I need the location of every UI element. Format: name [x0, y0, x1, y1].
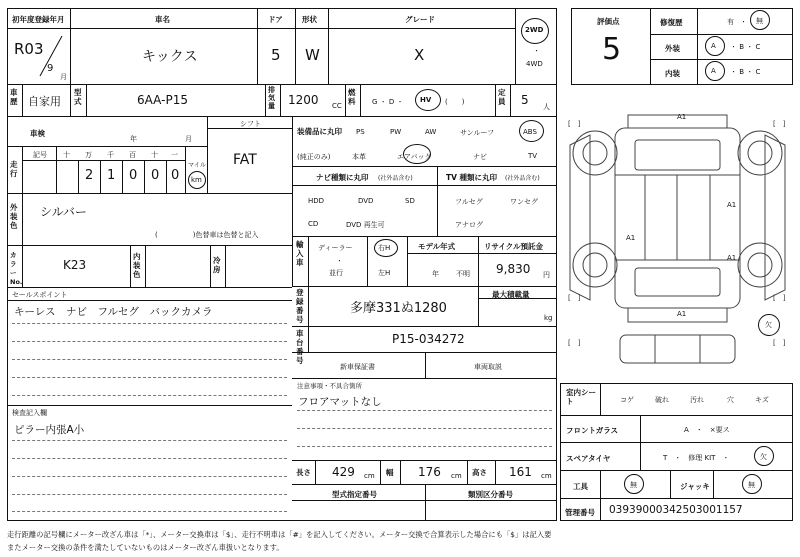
glass-options: A ・ ×要ス [684, 426, 730, 434]
navi-cd: CD [308, 220, 319, 228]
inspector-notes: ピラー内張A小 [14, 424, 85, 436]
manual-label: 車両取説 [474, 363, 502, 371]
mile-label: マイル [188, 162, 206, 169]
width-label: 幅 [386, 468, 394, 477]
spare-options: T ・ 修理 KIT ・ [663, 454, 730, 462]
grade-label: グレード [405, 15, 435, 24]
damage-mark-left: A1 [626, 234, 636, 242]
chassis-label: 車台番号 [296, 329, 304, 365]
missing-mark: 欠 [765, 321, 772, 329]
navi-label: ナビ種類に丸印 [316, 173, 369, 182]
tools-value: 無 [630, 481, 637, 489]
length-unit: cm [364, 472, 375, 480]
odo-digit-2: 1 [107, 168, 116, 183]
registration-number: 多摩331ぬ1280 [350, 301, 447, 316]
tv-analog: アナログ [455, 221, 483, 229]
odometer-symbol-label: 記号 [33, 151, 47, 159]
fuel-selected: HV [420, 96, 432, 104]
inspection-label: 車検 [30, 129, 45, 138]
odo-unit-1: 万 [85, 151, 92, 159]
cc-unit: CC [332, 102, 342, 110]
exterior-color: シルバー [40, 205, 87, 219]
interior-label: 内装 [665, 69, 680, 78]
color-no-label: カラーNo. [10, 251, 23, 286]
kg-unit: kg [544, 314, 553, 322]
warranty-label: 新車保証書 [340, 363, 375, 371]
exterior-label: 外装 [665, 44, 680, 53]
left-h: 左H [378, 269, 391, 277]
management-number: 03939000342503001157 [609, 504, 743, 516]
svg-text:[ ]: [ ] [773, 294, 786, 302]
model-code: 6AA-P15 [137, 93, 188, 107]
drive-4wd: 4WD [526, 60, 543, 68]
model-label: 型式 [74, 88, 82, 106]
fuel-options: G ・ D ・ [372, 98, 404, 106]
notes-label: 注意事項・不具合箇所 [297, 382, 362, 390]
navi-hdd: HDD [308, 197, 325, 205]
door-label: ドア [268, 15, 283, 24]
category-label: 類別区分番号 [468, 490, 513, 499]
auction-inspection-sheet: 初年度登録年月 R03 9 月 車名 キックス ドア 5 形状 W グレード X 2WD ・ 4WD 車歴 自家用 型式 6AA-P15 排気量 1200 CC 燃料 G ・ D ・ HV ( ) 定員 5 人 車検 年 月 シフト FAT 走行 記号 十 万 千 百 十 一 2 1 0 0 0 マイル km 装備品に丸印 (純正のみ) PS PW AW サンルーフ ABS 本革 エアバック ナビ TV ナビ種類に丸印 (社外品含む) TV 種類に丸印 (社外品含む) HDD DVD SD CD DVD 再生可 フルセグ ワンセグ アナログ 外装色 シルバー ( )色替車は色替と記入 カラーNo. K23 内装色 冷房 輸入車 ディーラー ・ 並行 右H 左H モデル年式 年 不明 リサイクル預託金 9,830 円 セールスポイント キーレス ナビ フルセグ バックカメラ 登録番号 多摩331ぬ1280 最大積載量 kg 車台番号 P15-034272 新車保証書 車両取説 注意事項・不具合箇所 フロアマットなし 検査記入欄 ピラー内張A小 長さ 429 cm 幅 176 cm 高さ 161 cm 型式指定番号 類別区分番号 評価点 5 修復歴 有 ・ 無 外装 A ・ B ・ C 内装 A ・ B ・ C [ ] [ ] [ ] [ ] [ ] [ ] A1 A1 A1 A1 A1 欠 室内シート コゲ 破れ 汚れ 穴 キズ フロントガラス A ・ ×要ス スペアタイヤ T ・ 修理 KIT ・ 欠 工具 無 ジャッキ 無 管理番号 03939000342503001157 走行距離の記号欄にメーター改ざん車は「*」、メーター交換車は「$」、走行不明車は「#」を記入してください。メーター交換で合算表示した場合にも「$」は記入要 またメーター交換の条件を満たしていないものはメーター改ざん車扱いとなります。 [0, 0, 800, 557]
equip-pw: PW [390, 128, 402, 136]
km-label: km [191, 176, 202, 184]
yen-unit: 円 [543, 271, 550, 279]
height-label: 高さ [472, 468, 487, 477]
seat-label: 室内シート [566, 388, 596, 406]
car-name-label: 車名 [155, 15, 170, 24]
damage-mark-rear: A1 [677, 310, 687, 318]
reg-month: 9 [47, 63, 54, 74]
car-name: キックス [142, 49, 198, 65]
displacement-label: 排気量 [268, 86, 275, 110]
grade-value: X [414, 46, 425, 64]
score-label: 評価点 [597, 17, 620, 26]
shape-label: 形状 [302, 15, 317, 24]
recycle-fee: 9,830 [496, 262, 531, 276]
equip-sunroof: サンルーフ [460, 129, 495, 137]
length-value: 429 [332, 465, 355, 479]
odo-unit-3: 百 [129, 151, 136, 159]
seat-tear: 破れ [655, 396, 669, 404]
tools-label: 工具 [573, 482, 588, 491]
capacity: 5 [521, 93, 529, 107]
odo-unit-0: 十 [63, 151, 70, 159]
sales-point: キーレス ナビ フルセグ バックカメラ [14, 306, 213, 318]
evaluation-score: 5 [602, 32, 622, 67]
damage-mark-front: A1 [677, 113, 687, 121]
recycle-label: リサイクル預託金 [484, 242, 543, 251]
import-parallel: 並行 [329, 269, 343, 277]
seat-burn: コゲ [620, 396, 634, 404]
navi-dvd-play: DVD 再生可 [346, 221, 385, 229]
repair-label: 修復歴 [660, 18, 683, 27]
jack-value: 無 [748, 481, 755, 489]
odo-unit-5: 一 [171, 151, 178, 159]
drive-2wd: 2WD [525, 26, 544, 34]
odometer-label: 走行 [10, 160, 18, 178]
odo-digit-3: 0 [129, 168, 138, 183]
width-unit: cm [451, 472, 462, 480]
max-load-label: 最大積載量 [492, 290, 530, 299]
equipment-label: 装備品に丸印 [297, 127, 342, 136]
exterior-grade: A [711, 42, 716, 50]
car-damage-diagram [560, 100, 795, 375]
odo-digit-5: 0 [171, 168, 180, 183]
equip-aw: AW [425, 128, 437, 136]
damage-mark-rear-side: A1 [727, 254, 737, 262]
right-h: 右H [378, 244, 391, 252]
month-unit: 月 [60, 73, 67, 81]
tv-oneseg: ワンセグ [510, 198, 538, 206]
equip-navi: ナビ [473, 153, 487, 161]
odo-unit-2: 千 [107, 151, 114, 159]
notes-value: フロアマットなし [298, 396, 382, 408]
svg-text:[ ]: [ ] [568, 120, 581, 128]
era-year: R03 [14, 40, 44, 58]
navi-sd: SD [405, 197, 415, 205]
interior-color-label: 内装色 [133, 252, 141, 279]
model-year-label: モデル年式 [418, 242, 456, 251]
capacity-unit: 人 [543, 103, 550, 111]
jack-label: ジャッキ [680, 482, 710, 491]
odo-unit-4: 十 [151, 151, 158, 159]
color-label: 外装色 [10, 203, 18, 230]
width-value: 176 [418, 465, 441, 479]
length-label: 長さ [296, 468, 311, 477]
svg-text:[ ]: [ ] [568, 339, 581, 347]
equip-abs: ABS [523, 128, 537, 136]
equip-leather: 本革 [352, 153, 366, 161]
svg-text:[ ]: [ ] [568, 294, 581, 302]
damage-mark-right: A1 [727, 201, 737, 209]
management-label: 管理番号 [565, 508, 595, 517]
color-note: ( )色替車は色替と記入 [155, 231, 259, 239]
sales-point-label: セールスポイント [12, 291, 68, 299]
repair-yes: 有 [727, 18, 734, 26]
spare-label: スペアタイヤ [566, 454, 611, 463]
equip-ps: PS [356, 128, 365, 136]
svg-text:[ ]: [ ] [773, 120, 786, 128]
height-unit: cm [541, 472, 552, 480]
import-label: 輸入車 [296, 240, 304, 267]
shift-value: FAT [233, 152, 257, 168]
navi-dvd: DVD [358, 197, 374, 205]
inspection-month-unit: 月 [185, 135, 192, 143]
interior-grade: A [711, 67, 716, 75]
ac-label: 冷房 [213, 256, 221, 274]
tv-fullseg: フルセグ [455, 198, 483, 206]
import-dealer: ディーラー [318, 244, 353, 252]
displacement: 1200 [288, 93, 319, 107]
spare-selected: 欠 [760, 453, 767, 461]
fuel-label: 燃料 [348, 88, 356, 106]
door-count: 5 [271, 46, 281, 64]
shift-label: シフト [240, 120, 261, 128]
seat-stain: 汚れ [690, 396, 704, 404]
use-label: 車歴 [10, 88, 18, 106]
footer-note-1: 走行距離の記号欄にメーター改ざん車は「*」、メーター交換車は「$」、走行不明車は「#」を記入してください。メーター交換で合算表示した場合にも「$」は記入要 [7, 530, 552, 539]
tv-label: TV 種類に丸印 [446, 173, 498, 182]
chassis-number: P15-034272 [392, 332, 465, 346]
registration-label: 登録番号 [296, 288, 304, 324]
footer-note-2: またメーター交換の条件を満たしていないものはメーター改ざん車扱いとなります。 [7, 543, 284, 552]
model-year-unknown: 不明 [456, 270, 470, 278]
seat-hole: 穴 [727, 396, 734, 404]
seat-scratch: キズ [755, 396, 769, 404]
color-no: K23 [63, 258, 87, 272]
height-value: 161 [509, 465, 532, 479]
fuel-paren: ( ) [445, 98, 465, 106]
svg-text:[ ]: [ ] [773, 339, 786, 347]
tv-sub: (社外品含む) [505, 175, 540, 182]
inspector-label: 検査記入欄 [12, 409, 47, 417]
repair-no: 無 [756, 17, 763, 25]
equip-tv: TV [528, 152, 538, 160]
use-type: 自家用 [28, 95, 61, 108]
odo-digit-4: 0 [151, 168, 160, 183]
model-year-unit: 年 [432, 270, 439, 278]
glass-label: フロントガラス [566, 426, 619, 435]
equip-airbag: エアバック [397, 153, 432, 161]
equipment-sub: (純正のみ) [297, 153, 331, 161]
body-shape: W [305, 46, 320, 64]
first-reg-label: 初年度登録年月 [12, 15, 65, 24]
navi-sub: (社外品含む) [378, 175, 413, 182]
odo-digit-1: 2 [85, 168, 94, 183]
capacity-label: 定員 [498, 88, 506, 106]
inspection-year-unit: 年 [130, 135, 137, 143]
type-spec-label: 型式指定番号 [332, 490, 377, 499]
